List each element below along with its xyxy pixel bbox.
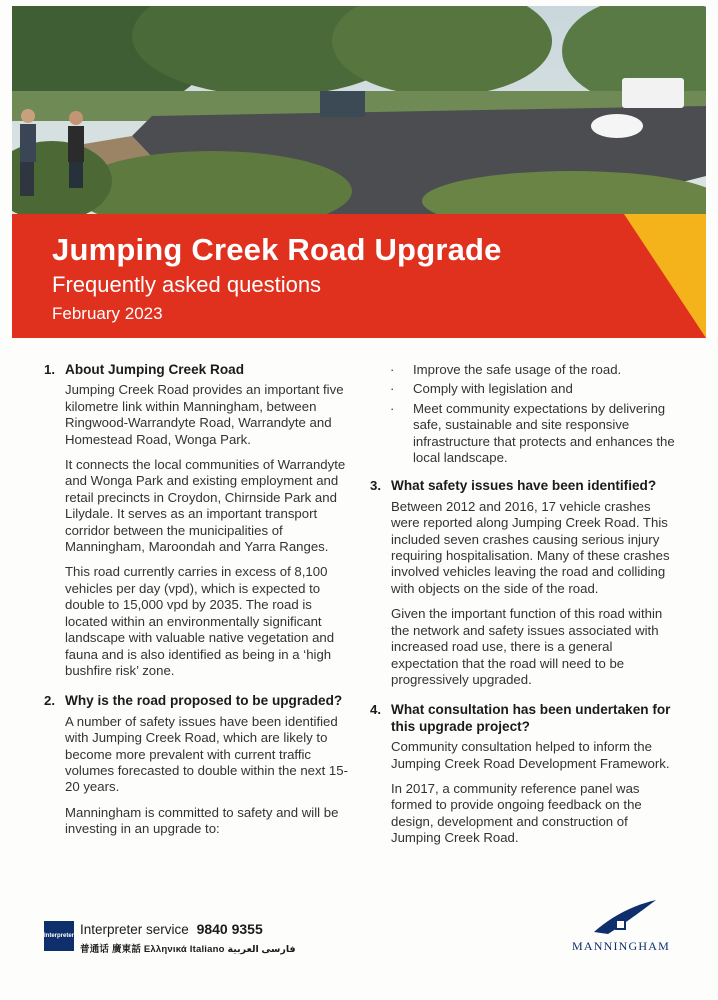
answer-paragraph: It connects the local communities of Warrandyte and Wonga Park and existing employment and retail precincts in Croydon, Chirnside Park and Lilydale. It serves as an important transport corridor between the municipalities of Manningham, Maroondah and Yarra Ranges. — [65, 457, 346, 555]
question-number: 4. — [370, 702, 381, 718]
faq-question-1 — [44, 362, 350, 378]
bullet-dot-icon: · — [390, 362, 395, 377]
document-title: Jumping Creek Road Upgrade — [52, 232, 502, 267]
question-title: About Jumping Creek Road — [65, 362, 244, 377]
interpreter-icon: Interpreter — [44, 921, 74, 951]
question-title: What safety issues have been identified? — [391, 478, 657, 494]
answer-paragraph: Community consultation helped to inform the Jumping Creek Road Development Framework. — [391, 739, 670, 771]
bullet-dot-icon: · — [390, 400, 395, 416]
faq-section-1 — [44, 362, 350, 679]
hero-photo — [12, 6, 706, 220]
question-number: 2. — [44, 693, 55, 709]
interpreter-languages: 普通话 廣東話 Ελληνικά Italiano فارسی العربية — [80, 944, 296, 955]
faq-question-3 — [370, 478, 676, 494]
document-subtitle: Frequently asked questions — [52, 272, 322, 297]
upgrade-goals-list — [370, 362, 676, 466]
interpreter-phone: 9840 9355 — [196, 921, 263, 937]
left-column — [44, 362, 350, 852]
bullet-dot-icon: · — [390, 381, 395, 397]
faq-question-2 — [44, 693, 350, 709]
interpreter-label: Interpreter service — [80, 922, 189, 937]
answer-paragraph: Jumping Creek Road provides an important five kilometre link within Manningham, between Ringwood-Warrandyte Road, Warrandyte and Homestead Road, Wonga Park. — [65, 382, 344, 447]
faq-section-3 — [370, 478, 676, 688]
manningham-logo-icon — [590, 898, 660, 938]
question-number: 3. — [370, 478, 381, 494]
answer-paragraph: Manningham is committed to safety and will be investing in an upgrade to: — [65, 804, 339, 837]
faq-question-4 — [370, 702, 676, 735]
faq-section-2 — [44, 693, 350, 837]
right-column — [370, 362, 676, 861]
manningham-logo-text: MANNINGHAM — [572, 939, 670, 953]
answer-paragraph: This road currently carries in excess of 8,100 vehicles per day (vpd), which is expected to double to 15,000 vpd by 2035. The road is located within an environmentally significant landscape with valuable native vegetation and fauna and is also identified as being in a ‘high bushfire risk’ zone. — [65, 564, 335, 678]
answer-paragraph: Between 2012 and 2016, 17 vehicle crashes were reported along Jumping Creek Road. This included seven crashes causing serious injury requiring hospitalisation. Many of these crashes involved vehicles leaving the road and colliding with objects on the side of the road. — [391, 498, 670, 596]
interpreter-service — [80, 921, 263, 937]
banner-accent-triangle — [624, 214, 706, 338]
list-item: · Improve the safe usage of the road. — [370, 362, 676, 378]
list-item: · Comply with legislation and — [370, 381, 676, 397]
question-number: 1. — [44, 362, 55, 377]
title-banner — [12, 214, 706, 338]
question-title: Why is the road proposed to be upgraded? — [65, 693, 343, 709]
answer-paragraph: Given the important function of this road within the network and safety issues associated with increased road use, there is a general expectation that the road will need to be progressively upgraded. — [391, 606, 663, 687]
answer-paragraph: A number of safety issues have been identified with Jumping Creek Road, which are likely to become more prevalent with current traffic volumes forecasted to double within the next 15-20 years. — [65, 713, 348, 795]
faq-section-4 — [370, 702, 676, 846]
document-date: February 2023 — [52, 304, 163, 323]
answer-paragraph: In 2017, a community reference panel was formed to provide ongoing feedback on the design, development and construction of Jumping Creek Road. — [391, 780, 642, 846]
question-title: What consultation has been undertaken for this upgrade project? — [391, 702, 671, 734]
road-scene-illustration — [12, 6, 706, 220]
list-item: · Meet community expectations by delivering safe, sustainable and site responsive infrastructure that protects and enhances the local landscape. — [370, 401, 676, 467]
